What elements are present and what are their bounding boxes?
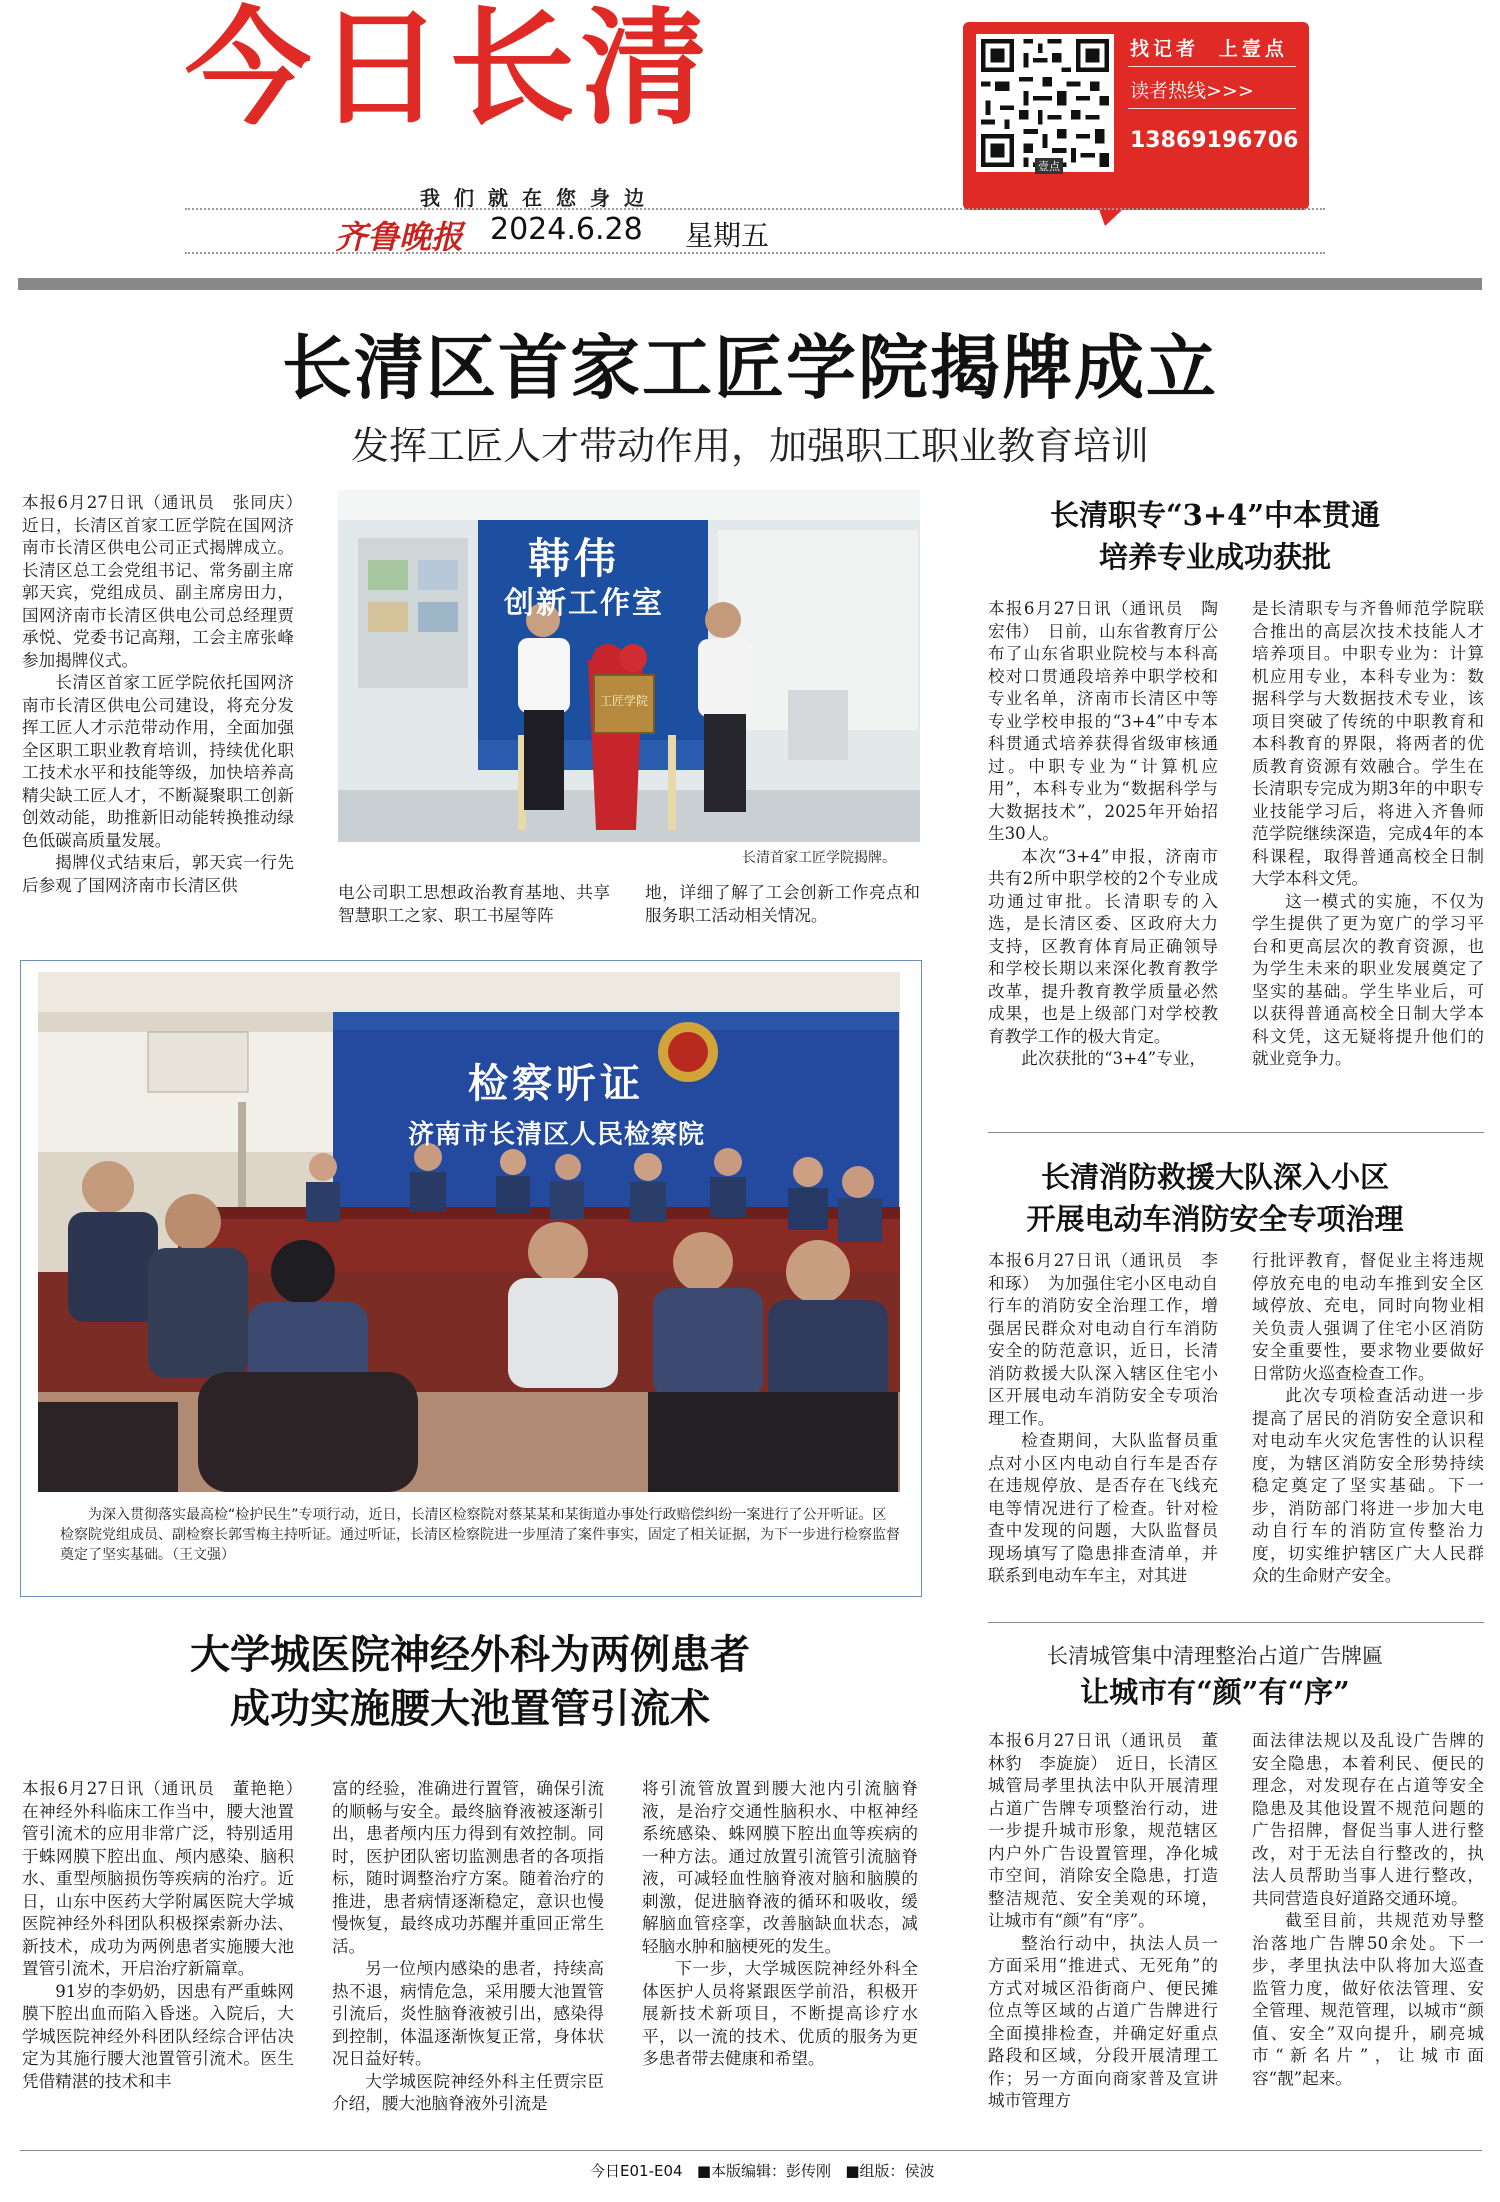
wall-sign-name: 韩伟	[528, 534, 621, 583]
school-col-2	[1252, 598, 1484, 1071]
masthead-divider	[185, 208, 1325, 210]
speech-bubble-tail-icon	[1095, 198, 1145, 228]
hotline-label: 读者热线>>>	[1130, 80, 1254, 102]
paragraph: 将引流管放置到腰大池内引流脑脊液，是治疗交通性脑积水、中枢神经系统感染、蛛网膜下腔出血等疾病的一种方法。通过放置引流管引流脑脊液，可减轻血性脑脊液对脑和脑膜的刺激，促进脑脊液的循环和吸收，缓解脑血管痉挛，改善脑缺血状态，减轻脑水肿和脑梗死的发生。	[642, 1779, 918, 1956]
hospital-col-2	[332, 1778, 604, 2116]
city-kicker: 长清城管集中清理整治占道广告牌匾	[1047, 1644, 1383, 1668]
hearing-photo	[38, 972, 900, 1492]
paragraph: 地，详细了解了工会创新工作亮点和服务职工活动相关情况。	[645, 883, 920, 925]
lead-col-1	[22, 492, 311, 897]
plaque-text: 工匠学院	[599, 694, 648, 708]
lead-col-3	[645, 882, 920, 927]
paragraph: 是长清职专与齐鲁师范学院联合推出的高层次技术技能人才培养项目。中职专业为：计算机应用专业，本科专业为：数据科学与大数据技术专业，该项目突破了传统的中职教育和本科教育的界限，将两者的优质教育资源有效融合。学生在长清职专完成为期3年的中职专业技能学习后，将进入齐鲁师范学院继续深造，完成4年的本科课程，取得普通高校全日制大学本科文凭。	[1252, 599, 1484, 888]
qr-app-label: 壹点	[1035, 158, 1063, 174]
lead-photo-caption: 长清首家工匠学院揭牌。	[742, 850, 896, 866]
footer-divider	[20, 2150, 1482, 2151]
paragraph: 下一步，大学城医院神经外科全体医护人员将紧跟医学前沿，积极开展新技术新项目，不断提高诊疗水平，以一流的技术、优质的服务为更多患者带去健康和希望。	[642, 1959, 918, 2068]
masthead-title: 今日长清	[185, 0, 713, 142]
paragraph: 91岁的李奶奶，因患有严重蛛网膜下腔出血而陷入昏迷。入院后，大学城医院神经外科团队经综合评估决定为其施行腰大池置管引流术。医生凭借精湛的技术和丰	[22, 1981, 294, 2091]
masthead-slogan: 我们就在您身边	[420, 186, 658, 210]
lead-photo	[338, 490, 920, 842]
hearing-sign-subtitle: 济南市长清区人民检察院	[408, 1120, 706, 1150]
paragraph: 面法律法规以及乱设广告牌的安全隐患，本着利民、便民的理念，对发现存在占道等安全隐患及其他设置不规范问题的广告招牌，督促当事人进行整改，对于无法自行整改的，执法人员帮助当事人进行整改，共同营造良好道路交通环境。	[1252, 1731, 1484, 1908]
paragraph: 本报6月27日讯（通讯员 李和琢） 为加强住宅小区电动自行车的消防安全治理工作，增强居民群众对电动自行车消防安全的防范意识，近日，长清消防救援大队深入辖区住宅小区开展电动车消防安全专项治理工作。	[988, 1251, 1218, 1428]
paragraph: 富的经验，准确进行置管，确保引流的顺畅与安全。最终脑脊液被逐渐引出，患者颅内压力得到有效控制。同时，医护团队密切监测患者的各项指标，随时调整治疗方案。随着治疗的推进，患者病情逐渐稳定，意识也慢慢恢复，最终成功苏醒并重回正常生活。	[332, 1779, 604, 1956]
app-name: 上壹点	[1218, 38, 1288, 60]
issue-weekday: 星期五	[685, 219, 770, 252]
hospital-headline-line-1: 大学城医院神经外科为两例患者	[190, 1631, 750, 1678]
school-col-1	[988, 598, 1218, 1071]
lead-headline: 长清区首家工匠学院揭牌成立	[282, 326, 1218, 409]
paragraph: 本报6月27日讯（通讯员 董林豹 李旋旋） 近日，长清区城管局孝里执法中队开展清理占道广告牌专项整治行动，进一步提升城市形象，规范辖区内户外广告设置管理，净化城市空间，消除安全隐患，打造整洁规范、安全美观的环境，让城市有“颜”有“序”。	[988, 1731, 1218, 1930]
contact-divider	[1128, 66, 1296, 67]
paper-name-logo: 齐鲁晚报	[335, 218, 464, 256]
hearing-sign-title: 检察听证	[468, 1061, 644, 1107]
footer	[590, 2160, 935, 2181]
paragraph: 这一模式的实施，不仅为学生提供了更为宽广的学习平台和更高层次的教育资源，也为学生未来的职业发展奠定了坚实的基础。学生毕业后，可以获得普通高校全日制大学本科文凭，这无疑将提升他们的就业竞争力。	[1252, 891, 1484, 1068]
paragraph: 行批评教育，督促业主将违规停放充电的电动车推到安全区域停放、充电，同时向物业相关负责人强调了住宅小区消防安全重要性，要求物业要做好日常防火巡查检查工作。	[1252, 1251, 1484, 1383]
city-col-1	[988, 1730, 1218, 2113]
paragraph: 截至目前，共规范劝导整治落地广告牌50余处。下一步，孝里执法中队将加大巡查监管力度，做好依法管理、安全管理、规范管理，以城市“颜值、安全”双向提升，刷亮城市“新名片”，让城市面容“靓”起来。	[1252, 1911, 1484, 2088]
qr-code-icon[interactable]	[976, 34, 1114, 172]
paragraph: 电公司职工思想政治教育基地、共享智慧职工之家、职工书屋等阵	[338, 883, 610, 925]
hospital-col-3	[642, 1778, 918, 2071]
paragraph: 此次专项检查活动进一步提高了居民的消防安全意识和对电动车火灾危害性的认识程度，为辖区消防安全形势持续稳定奠定了坚实基础。下一步，消防部门将进一步加大电动自行车的消防宣传整治力度，切实维护辖区广大人民群众的生命财产安全。	[1252, 1386, 1484, 1585]
school-headline-line-2: 培养专业成功获批	[1098, 540, 1331, 574]
footer-editor: ■本版编辑：彭传刚	[696, 2162, 832, 2180]
city-col-2	[1252, 1730, 1484, 2090]
lead-subhead: 发挥工匠人才带动作用，加强职工职业教育培训	[350, 424, 1149, 468]
paragraph: 揭牌仪式结束后，郭天宾一行先后参观了国网济南市长清区供	[22, 853, 294, 895]
masthead-divider	[185, 252, 1325, 254]
hearing-photo-caption: 为深入贯彻落实最高检“检护民生”专项行动，近日，长清区检察院对蔡某某和某街道办事处行政赔偿纠纷一案进行了公开听证。区检察院党组成员、副检察长郭雪梅主持听证。通过听证，长清区检察院进一步厘清了案件事实，固定了相关证据，为下一步进行检察监督奠定了坚实基础。（王文强）	[60, 1507, 900, 1563]
footer-pages: 今日E01-E04	[590, 2162, 683, 2180]
paragraph: 长清区首家工匠学院依托国网济南市长清区供电公司建设，将充分发挥工匠人才示范带动作用，全面加强全区职工职业教育培训，持续优化职工技术水平和技能等级，加快培养高精尖缺工匠人才，不断凝聚职工创新创效动能，助推新旧动能转换推动绿色低碳高质量发展。	[22, 673, 294, 850]
issue-date: 2024.6.28	[490, 212, 643, 247]
fire-headline	[945, 1156, 1485, 1240]
wall-sign-studio: 创新工作室	[504, 586, 664, 621]
paragraph: 本报6月27日讯（通讯员 陶宏伟） 日前，山东省教育厅公布了山东省职业院校与本科高校对口贯通段培养中职学校和专业名单，济南市长清区中等专业学校申报的“3+4”中专本科贯通式培养获得省级审核通过。中职专业为“计算机应用”，本科专业为“数据科学与大数据技术”，2025年开始招生30人。	[988, 599, 1218, 843]
paragraph: 另一位颅内感染的患者，持续高热不退，病情危急，采用腰大池置管引流后，炎性脑脊液被引出，感染得到控制，体温逐渐恢复正常，身体状况日益好转。	[332, 1959, 604, 2068]
paragraph: 此次获批的“3+4”专业，	[1021, 1049, 1206, 1068]
lead-col-2	[338, 882, 610, 927]
hotline-number[interactable]: 13869196706	[1130, 128, 1299, 153]
find-reporter-label: 找记者 上壹点	[1130, 38, 1288, 60]
paragraph: 大学城医院神经外科主任贾宗臣介绍，腰大池脑脊液外引流是	[332, 2071, 604, 2113]
hospital-headline-line-2: 成功实施腰大池置管引流术	[230, 1685, 710, 1732]
fire-col-2	[1252, 1250, 1484, 1588]
paragraph: 本次“3+4”申报，济南市共有2所中职学校的2个专业成功通过审批。长清职专的入选，是长清区委、区政府大力支持，区教育体育局正确领导和学校长期以来深化教育教学改革，提升教育教学质量必然成果，也是上级部门对学校教育教学工作的极大肯定。	[988, 846, 1218, 1046]
footer-layout: ■组版：侯波	[845, 2162, 935, 2180]
hospital-headline	[20, 1628, 920, 1736]
section-divider	[988, 1622, 1484, 1623]
fire-col-1	[988, 1250, 1218, 1588]
school-headline-line-1: 长清职专“3+4”中本贯通	[1049, 498, 1381, 532]
paragraph: 整治行动中，执法人员一方面采用“推进式、无死角”的方式对城区沿街商户、便民摊位点等区域的占道广告牌进行全面摸排检查，并确定好重点路段和区域，分段开展清理工作；另一方面向商家普及宣讲城市管理方	[988, 1933, 1218, 2110]
city-headline: 让城市有“颜”有“序”	[1080, 1675, 1350, 1709]
paragraph: 本报6月27日讯（通讯员 张同庆） 近日，长清区首家工匠学院在国网济南市长清区供电公司正式揭牌成立。长清区总工会党组书记、常务副主席郭天宾，党组成员、副主席房田力，国网济南市长清区供电公司总经理贾承悦、党委书记高翔，工会主席张峰参加揭牌仪式。	[22, 493, 311, 670]
fire-headline-line-2: 开展电动车消防安全专项治理	[1026, 1202, 1404, 1236]
header-bar	[18, 278, 1482, 290]
school-headline	[945, 494, 1485, 578]
contact-divider	[1128, 108, 1296, 109]
hospital-col-1	[22, 1778, 311, 2093]
section-divider	[988, 1132, 1484, 1133]
fire-headline-line-1: 长清消防救援大队深入小区	[1040, 1160, 1389, 1194]
paragraph: 检查期间，大队监督员重点对小区内电动自行车是否存在违规停放、是否存在飞线充电等情况进行了检查。针对检查中发现的问题，大队监督员现场填写了隐患排查清单，并联系到电动车车主，对其进	[988, 1431, 1218, 1585]
paragraph: 本报6月27日讯（通讯员 董艳艳） 在神经外科临床工作当中，腰大池置管引流术的应用非常广泛，特别适用于蛛网膜下腔出血、颅内感染、脑积水、重型颅脑损伤等疾病的治疗。近日，山东中医药大学附属医院大学城医院神经外科团队积极探索新办法、新技术，成功为两例患者实施腰大池置管引流术，开启治疗新篇章。	[22, 1779, 311, 1978]
